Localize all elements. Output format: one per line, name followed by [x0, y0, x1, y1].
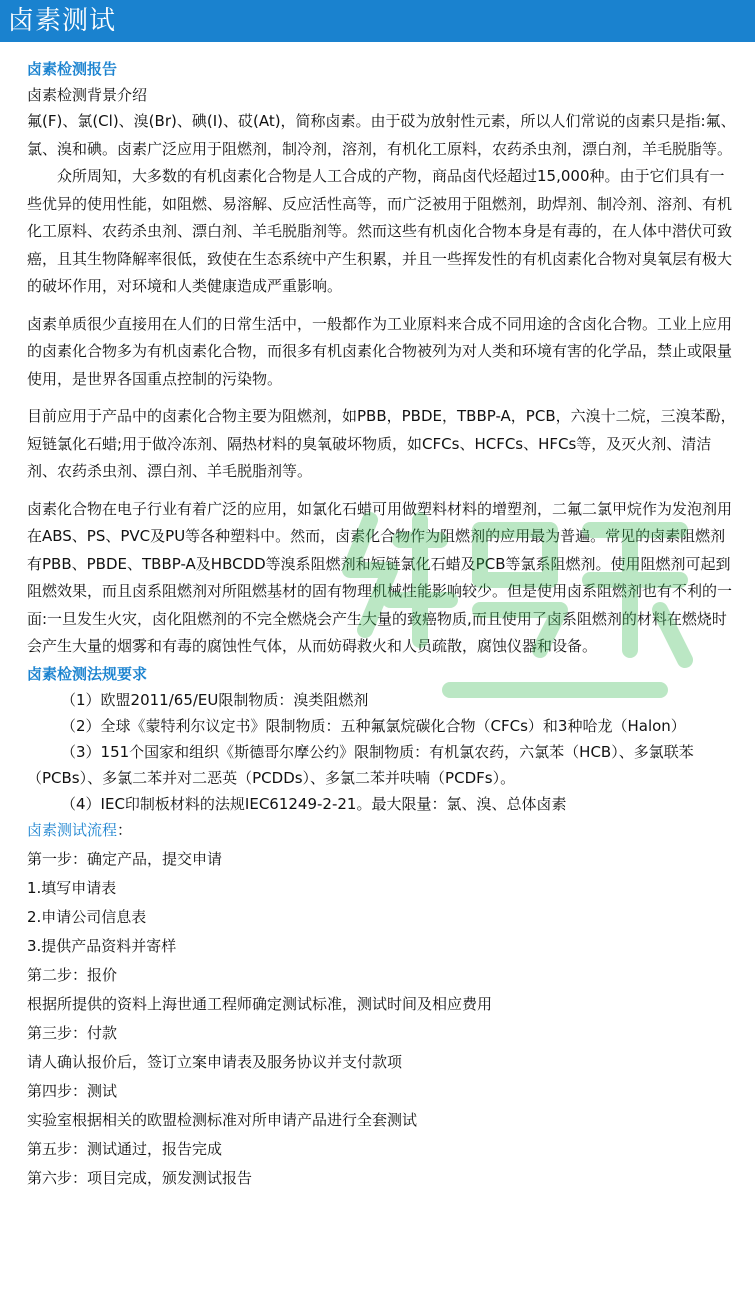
regulation-item: （3）151个国家和组织《斯德哥尔摩公约》限制物质：有机氯农药，六氯苯（HCB）、多氯联苯（PCBs）、多氯二苯并对二恶英（PCDDs）、多氯二苯并呋喃（PCDFs）。: [27, 742, 694, 787]
process-step: 第六步：项目完成，颁发测试报告: [27, 1168, 253, 1187]
process-detail: 根据所提供的资料上海世通工程师确定测试标准，测试时间及相应费用: [27, 994, 493, 1013]
process-substep: 2.申请公司信息表: [27, 907, 147, 926]
article-body: [27, 56, 739, 1191]
process-step: 第四步：测试: [27, 1081, 118, 1100]
paragraph-5: 卤素化合物在电子行业有着广泛的应用，如氯化石蜡可用做塑料材料的增塑剂，二氟二氯甲烷作为发泡剂用在ABS、PS、PVC及PU等各种塑料中。然而，卤素化合物作为阻燃剂的应用最为普遍。常见的卤素阻燃剂有PBB、PBDE、TBBP-A及HBCDD等溴系阻燃剂和短链氯化石蜡及PCB等氯系阻燃剂。使用阻燃剂可起到阻燃效果，而且卤系阻燃剂对所阻燃基材的固有物理机械性能影响较少。但是使用卤系阻燃剂也有不利的一面:一旦发生火灾，卤化阻燃剂的不完全燃烧会产生大量的致癌物质,而且使用了卤系阻燃剂的材料在燃烧时会产生大量的烟雾和有毒的腐蚀性气体，从而妨碍救火和人员疏散，腐蚀仪器和设备。: [27, 499, 733, 655]
process-substep: 1.填写申请表: [27, 878, 117, 897]
regulation-item: （2）全球《蒙特利尔议定书》限制物质：五种氟氯烷碳化合物（CFCs）和3种哈龙（Halon）: [61, 716, 686, 735]
section-heading-report: 卤素检测报告: [27, 60, 118, 78]
regulation-item: （1）欧盟2011/65/EU限制物质：溴类阻燃剂: [61, 690, 369, 709]
process-step: 第一步：确定产品，提交申请: [27, 849, 223, 868]
page-banner: [0, 0, 755, 42]
process-substep: 3.提供产品资料并寄样: [27, 936, 177, 955]
process-detail: 实验室根据相关的欧盟检测标准对所申请产品进行全套测试: [27, 1110, 418, 1129]
paragraph-4: 目前应用于产品中的卤素化合物主要为阻燃剂，如PBB，PBDE，TBBP-A，PCB，六溴十二烷，三溴苯酚，短链氯化石蜡;用于做冷冻剂、隔热材料的臭氧破坏物质，如CFCs、HCFCs、HFCs等，及灭火剂、清洁剂、农药杀虫剂、漂白剂、羊毛脱脂剂等。: [27, 407, 736, 480]
process-step: 第五步：测试通过，报告完成: [27, 1139, 223, 1158]
paragraph-1: 氟(F)、氯(Cl)、溴(Br)、碘(I)、砹(At)，简称卤素。由于砹为放射性元素，所以人们常说的卤素只是指:氟、氯、溴和碘。卤素广泛应用于阻燃剂，制冷剂，溶剂，有机化工原料，农药杀虫剂，漂白剂，羊毛脱脂等。: [27, 112, 736, 158]
section-heading-regulations: 卤素检测法规要求: [27, 664, 148, 683]
process-step: 第三步：付款: [27, 1023, 118, 1042]
process-step: 第二步：报价: [27, 965, 118, 984]
paragraph-2: 众所周知，大多数的有机卤素化合物是人工合成的产物，商品卤代烃超过15,000种。由于它们具有一些优异的使用性能，如阻燃、易溶解、反应活性高等，而广泛被用于阻燃剂，助焊剂、制冷剂、溶剂、有机化工原料、农药杀虫剂、漂白剂、羊毛脱脂剂等。然而这些有机卤化合物本身是有毒的，在人体中潜伏可致癌，且其生物降解率很低，致使在生态系统中产生积累，并且一些挥发性的有机卤素化合物对臭氧层有极大的破坏作用，对环境和人类健康造成严重影响。: [27, 167, 733, 295]
section-heading-process: 卤素测试流程: [27, 820, 118, 839]
page-title: 卤素测试: [8, 6, 117, 36]
regulation-item: （4）IEC印制板材料的法规IEC61249-2-21。最大限量：氯、溴、总体卤素: [61, 794, 567, 813]
process-detail: 请人确认报价后，签订立案申请表及服务协议并支付款项: [27, 1052, 403, 1071]
heading-colon: ：: [117, 820, 133, 839]
section-heading-process-line: [27, 817, 739, 843]
paragraph-3: 卤素单质很少直接用在人们的日常生活中，一般都作为工业原料来合成不同用途的含卤化合物。工业上应用的卤素化合物多为有机卤素化合物，而很多有机卤素化合物被列为对人类和环境有害的化学品，禁止或限量使用，是世界各国重点控制的污染物。: [27, 314, 733, 388]
intro-title: 卤素检测背景介绍: [27, 86, 148, 104]
